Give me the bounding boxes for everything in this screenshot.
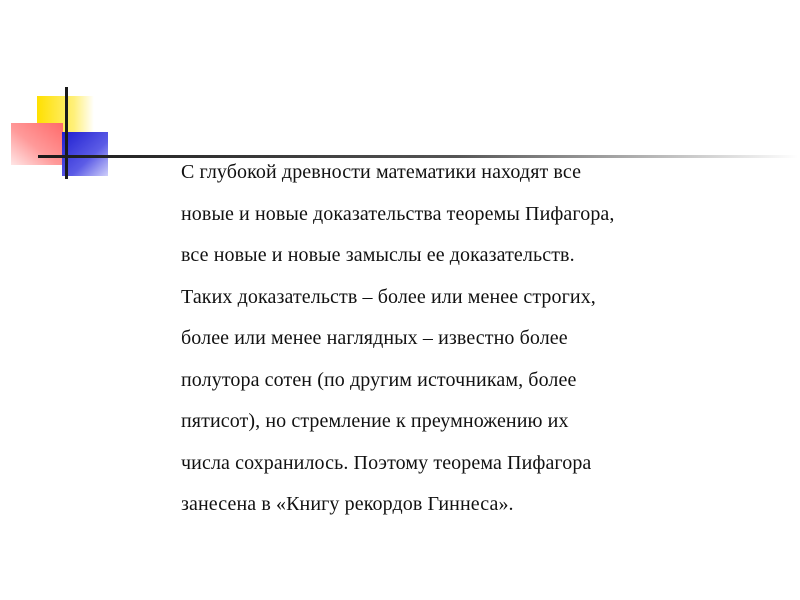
text-line-8: числа сохранилось. Поэтому теорема Пифагора <box>181 451 592 474</box>
text-line-5: более или менее наглядных – известно более <box>181 327 568 349</box>
text-line-7: пятисот), но стремление к преумножению их <box>181 410 569 432</box>
text-line-1: С глубокой древности математики находят все <box>181 161 582 183</box>
text-line-9: занесена в «Книгу рекордов Гиннеса». <box>181 493 514 515</box>
red-square <box>11 123 63 165</box>
blue-square <box>62 132 108 176</box>
text-line-2: новые и новые доказательства теоремы Пифагора, <box>181 202 615 225</box>
vertical-line <box>65 87 68 179</box>
text-line-3: все новые и новые замыслы ее доказательств. <box>181 244 575 266</box>
slide-body-text <box>181 152 781 526</box>
text-line-6: полутора сотен (по другим источникам, более <box>181 368 577 391</box>
text-line-4: Таких доказательств – более или менее строгих, <box>181 285 596 308</box>
